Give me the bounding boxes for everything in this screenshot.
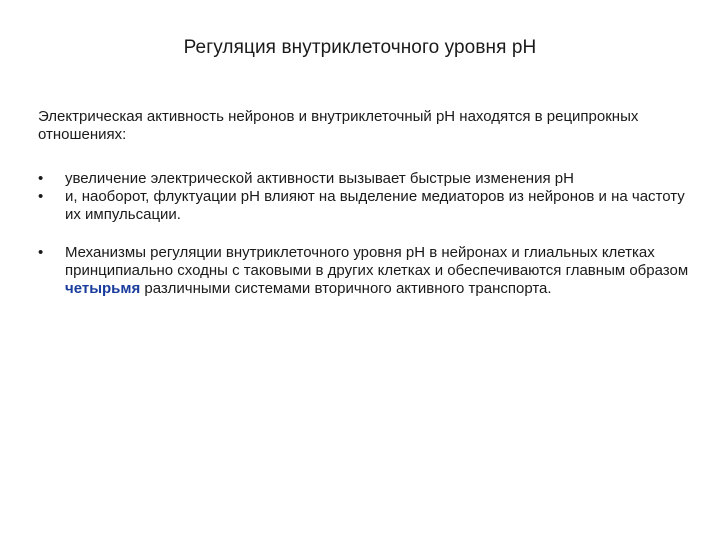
bullet-item: [38, 170, 698, 188]
bullet-item: [38, 188, 698, 224]
bullet-marker: •: [38, 244, 44, 261]
highlight-word: четырьмя: [65, 280, 141, 297]
bullet-text: и, наоборот, флуктуации рН влияют на выделение медиаторов из нейронов и на частоту их импульсации.: [65, 188, 685, 223]
bullet-text-after: различными системами вторичного активного транспорта.: [140, 280, 552, 297]
bullet-text-before: Механизмы регуляции внутриклеточного уровня рН в нейронах и глиальных клетках принципиально сходны с таковыми в других клетках и обеспечиваются главным образом: [65, 244, 689, 279]
bullet-marker: •: [38, 170, 44, 187]
bullet-text: [65, 244, 688, 297]
intro-paragraph: Электрическая активность нейронов и внутриклеточный рН находятся в реципрокных отношениях:: [38, 108, 639, 143]
bullet-list: [38, 170, 698, 298]
slide-title: Регуляция внутриклеточного уровня рН: [183, 37, 537, 58]
bullet-item: [38, 244, 698, 298]
bullet-text: увеличение электрической активности вызывает быстрые изменения рН: [65, 170, 574, 187]
bullet-marker: •: [38, 188, 44, 205]
